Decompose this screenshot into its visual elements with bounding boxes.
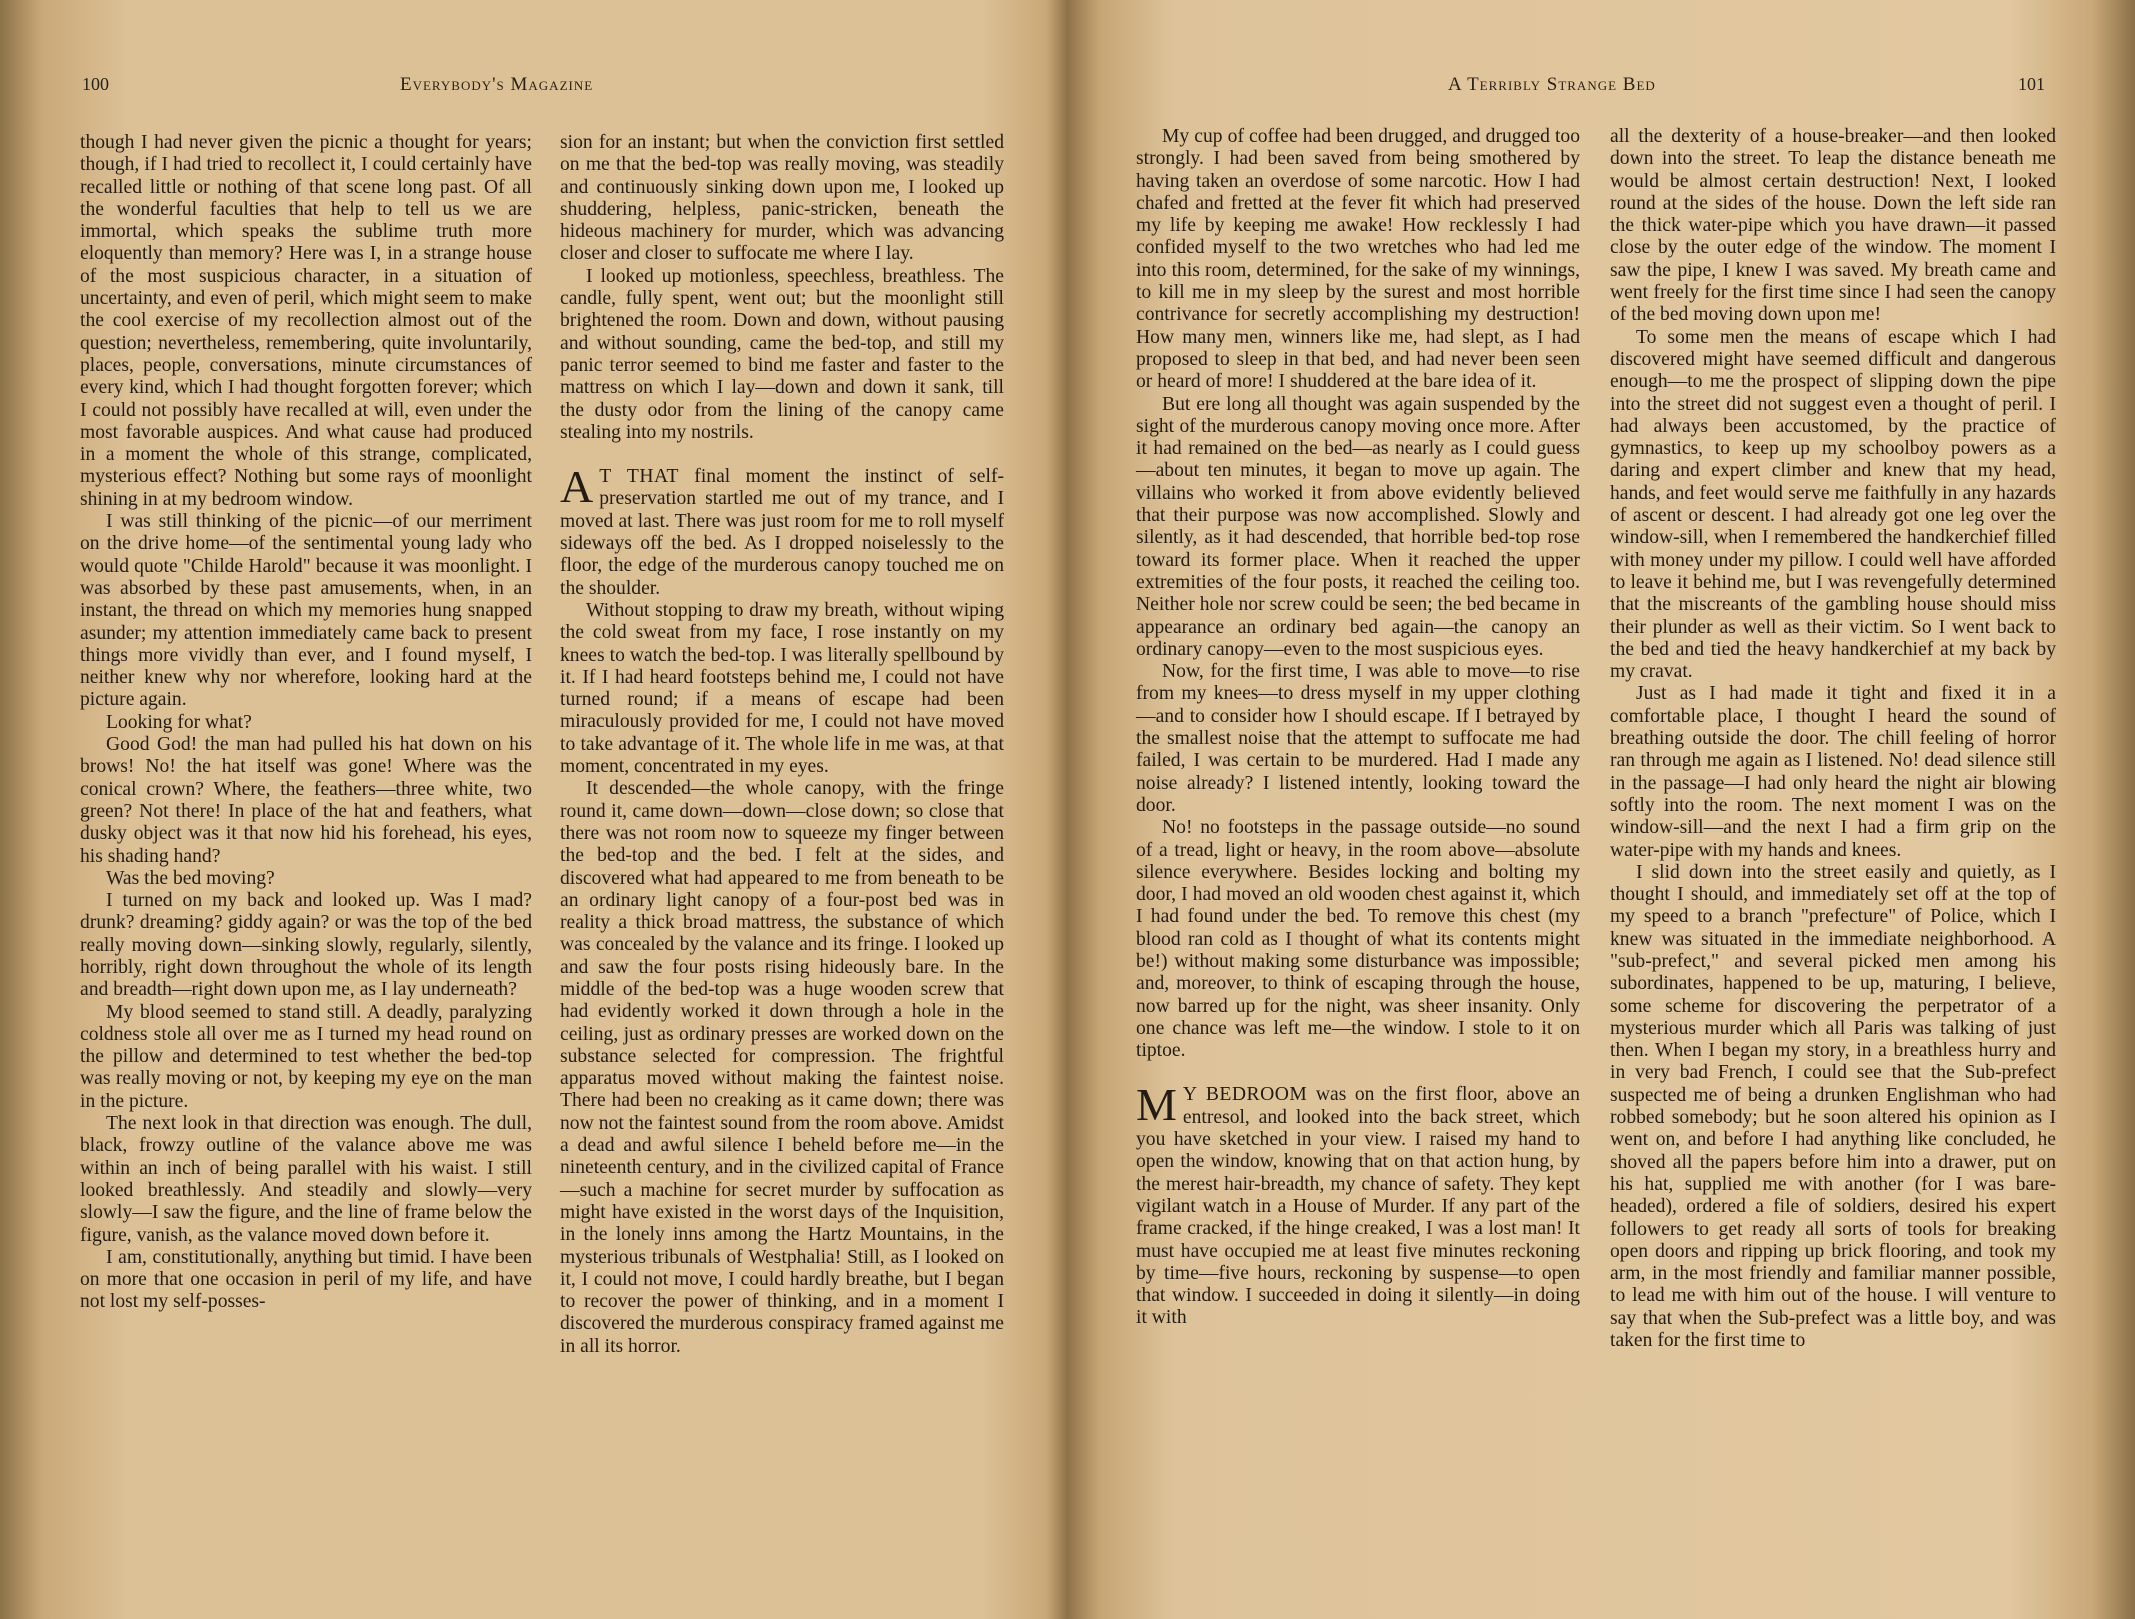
drop-cap: M: [1136, 1079, 1177, 1131]
paragraph: I was still thinking of the picnic—of our merriment on the drive home—of the sentimental young lady who would quote "Childe Harold" because it was moonlight. I was absorbed by these past amusements, when, in an instant, the thread on which my memories hung snapped asunder; my attention immediately came back to present things more vividly than ever, and I found myself, I neither knew why nor wherefore, looking hard at the picture again.: [80, 511, 532, 711]
section-start-paragraph: [1136, 1079, 1580, 1329]
paragraph: But ere long all thought was again suspended by the sight of the murderous canopy moving once more. After it had remained on the bed—as nearly as I could guess—about ten minutes, it began to move up again. The villains who worked it from above evidently believed that their purpose was now accomplished. Slowly and silently, as it had descended, that horrible bed-top rose toward its former place. When it reached the upper extremities of the four posts, it reached the ceiling too. Neither hole nor screw could be seen; the bed became in appearance an ordinary bed again—the canopy an ordinary canopy—even to the most suspicious eyes.: [1136, 393, 1580, 660]
paragraph: Good God! the man had pulled his hat down on his brows! No! the hat itself was gone! Where was the conical crown? Where, the feathers—three white, two green? Not there! In place of the hat and feathers, what dusky object was it that now hid his forehead, his eyes, his shading hand?: [80, 734, 532, 867]
paragraph: It descended—the whole canopy, with the fringe round it, came down—down—close down; so close that there was not room now to squeeze my finger between the bed-top and the bed. I felt at the sides, and discovered what had appeared to me from beneath to be an ordinary light canopy of a four-post bed was in reality a thick broad mattress, the substance of which was concealed by the valance and its fringe. I looked up and saw the four posts rising hideously bare. In the middle of the bed-top was a huge wooden screw that had evidently worked it down through a hole in the ceiling, just as ordinary presses are worked down on the substance selected for compression. The frightful apparatus moved without making the faintest noise. There had been no creaking as it came down; there was now not the faintest sound from the room above. Amidst a dead and awful silence I beheld before me—in the nineteenth century, and in the civilized capital of France—such a machine for secret murder by suffocation as might have existed in the worst days of the Inquisition, in the lonely inns among the Hartz Mountains, in the mysterious tribunals of Westphalia! Still, as I looked on it, I could not move, I could hardly breathe, but I began to recover the power of thinking, and in a moment I discovered the murderous conspiracy framed against me in all its horror.: [560, 778, 1004, 1357]
left-column-1: [80, 132, 532, 1314]
left-page: [0, 0, 1060, 1619]
paragraph: Just as I had made it tight and fixed it in a comfortable place, I thought I heard the sound of breathing outside the door. The chill feeling of horror ran through me again as I listened. No! dead silence still in the passage—I had only heard the night air blowing softly into the room. The next moment I was on the window-sill—and the next I had a firm grip on the water-pipe with my hands and knees.: [1610, 683, 2056, 861]
paragraph: though I had never given the picnic a thought for years; though, if I had tried to recollect it, I could certainly have recalled little or nothing of that scene long past. Of all the wonderful faculties that help to tell us we are immortal, which speaks the sublime truth more eloquently than memory? Here was I, in a strange house of the most suspicious character, in a situation of uncertainty, and even of peril, which might seem to make the cool exercise of my recollection almost out of the question; nevertheless, remembering, quite involuntarily, places, people, conversations, minute circumstances of every kind, which I had thought forgotten forever; which I could not possibly have recalled at will, even under the most favorable auspices. And what cause had produced in a moment the whole of this strange, complicated, mysterious effect? Nothing but some rays of moonlight shining in at my bedroom window.: [80, 132, 532, 510]
paragraph: Now, for the first time, I was able to move—to rise from my knees—to dress myself in my upper clothing—and to consider how I should escape. If I betrayed by the smallest noise that the attempt to suffocate me had failed, I was certain to be murdered. Had I made any noise already? I listened intently, looking toward the door.: [1136, 661, 1580, 816]
left-column-2: [560, 132, 1004, 1358]
right-column-2: [1610, 126, 2056, 1352]
paragraph: No! no footsteps in the passage outside—no sound of a tread, light or heavy, in the room above—absolute silence everywhere. Besides locking and bolting my door, I had moved an old wooden chest against it, which I had found under the bed. To remove this chest (my blood ran cold as I thought of what its contents might be!) without making some disturbance was impossible; and, moreover, to think of escaping through the house, now barred up for the night, was sheer insanity. Only one chance was left me—the window. I stole to it on tiptoe.: [1136, 817, 1580, 1062]
paragraph: The next look in that direction was enough. The dull, black, frowzy outline of the valance above me was within an inch of being parallel with his waist. I still looked breathlessly. And steadily and slowly—very slowly—I saw the figure, and the line of frame below the figure, vanish, as the valance moved down before it.: [80, 1113, 532, 1246]
paragraph: Without stopping to draw my breath, without wiping the cold sweat from my face, I rose instantly on my knees to watch the bed-top. I was literally spellbound by it. If I had heard footsteps behind me, I could not have turned round; if a means of escape had been miraculously provided for me, I could not have moved to take advantage of it. The whole life in me was, at that moment, concentrated in my eyes.: [560, 599, 1004, 778]
page-number-right: 101: [2018, 74, 2045, 94]
paragraph: I turned on my back and looked up. Was I mad? drunk? dreaming? giddy again? or was the top of the bed really moving down—sinking slowly, regularly, silently, horribly, right down throughout the whole of its length and breadth—right down upon me, as I lay underneath?: [80, 890, 532, 1001]
running-head-left: Everybody's Magazine: [400, 74, 594, 95]
paragraph: I slid down into the street easily and quietly, as I thought I should, and immediately set off at the top of my speed to a branch "prefecture" of Police, which I knew was situated in the immediate neighborhood. A "sub-prefect," and several picked men among his subordinates, happened to be up, maturing, I believe, some scheme for discovering the perpetrator of a mysterious murder which all Paris was talking of just then. When I began my story, in a breathless hurry and in very bad French, I could see that the Sub-prefect suspected me of being a drunken Englishman who had robbed somebody; but he soon altered his opinion as I went on, and before I had anything like concluded, he shoved all the papers before him into a drawer, put on his hat, supplied me with another (for I was bare-headed), ordered a file of soldiers, desired his expert followers to get ready all sorts of tools for breaking open doors and ripping up brick flooring, and took my arm, in the most friendly and familiar manner possible, to lead me with him out of the house. I will venture to say that when the Sub-prefect was a little boy, and was taken for the first time to: [1610, 861, 2056, 1352]
paragraph: My cup of coffee had been drugged, and drugged too strongly. I had been saved from being smothered by having taken an overdose of some narcotic. How I had chafed and fretted at the fever fit which had preserved my life by keeping me awake! How recklessly I had confided myself to the two wretches who had led me into this room, determined, for the sake of my winnings, to kill me in my sleep by the surest and most horrible contrivance for secretly accomplishing my destruction! How many men, winners like me, had slept, as I had proposed to sleep in that bed, and had never been seen or heard of more! I shuddered at the bare idea of it.: [1136, 126, 1580, 393]
paragraph: To some men the means of escape which I had discovered might have seemed difficult and dangerous enough—to me the prospect of slipping down the pipe into the street did not suggest even a thought of peril. I had always been accustomed, by the practice of gymnastics, to keep up my schoolboy powers as a daring and expert climber and knew that my head, hands, and feet would serve me faithfully in any hazards of ascent or descent. I had already got one leg over the window-sill, when I remembered the handkerchief filled with money under my pillow. I could well have afforded to leave it behind me, but I was revengefully determined that the miscreants of the gambling house should miss their plunder as well as their victim. So I went back to the bed and tied the heavy handkerchief at my back by my cravat.: [1610, 326, 2056, 683]
paragraph: Looking for what?: [106, 711, 252, 733]
paragraph: all the dexterity of a house-breaker—and then looked down into the street. To leap the distance beneath me would be almost certain destruction! Next, I looked round at the sides of the house. Down the left side ran the thick water-pipe which you have drawn—it passed close by the outer edge of the window. The moment I saw the pipe, I knew I was saved. My breath came and went freely for the first time since I had seen the canopy of the bed moving down upon me!: [1610, 126, 2056, 326]
section-opening-text: was on the first floor, above an entresol, and looked into the back street, which you have sketched in your view. I raised my hand to open the window, knowing that on that action hung, by the merest hair-breadth, my chance of safety. They kept vigilant watch in a House of Murder. If any part of the frame cracked, if the hinge creaked, I was a lost man! It must have occupied me at least five minutes reckoning by time—five hours, reckoning by suspense—to open that window. I succeeded in doing it silently—in doing it with: [1136, 1084, 1580, 1329]
paragraph: I am, constitutionally, anything but timid. I have been on more that one occasion in peril of my life, and have not lost my self-posses-: [80, 1246, 532, 1313]
paragraph: My blood seemed to stand still. A deadly, paralyzing coldness stole all over me as I turned my head round on the pillow and determined to test whether the bed-top was really moving or not, by keeping my eye on the man in the picture.: [80, 1001, 532, 1112]
paragraph: sion for an instant; but when the conviction first settled on me that the bed-top was really moving, was steadily and continuously sinking down upon me, I looked up shuddering, helpless, panic-stricken, beneath the hideous machinery for murder, which was advancing closer and closer to suffocate me where I lay.: [560, 132, 1004, 265]
drop-cap: A: [560, 461, 594, 513]
paragraph: I looked up motionless, speechless, breathless. The candle, fully spent, went out; but the moonlight still brightened the room. Down and down, without pausing and without sounding, came the bed-top, and still my panic terror seemed to bind me faster and faster to the mattress on which I lay—down and down it sank, till the dusty odor from the lining of the canopy came stealing into my nostrils.: [560, 265, 1004, 443]
small-caps-opening: Y BEDROOM: [1182, 1084, 1308, 1106]
small-caps-opening: T THAT: [599, 466, 679, 488]
section-opening-text: final moment the instinct of self-preservation startled me out of my trance, and I moved at last. There was just room for me to roll myself sideways off the bed. As I dropped noiselessly to the floor, the edge of the murderous canopy touched me on the shoulder.: [560, 466, 1005, 599]
paragraph: Was the bed moving?: [106, 867, 275, 889]
right-column-1: [1136, 126, 1580, 1330]
running-head-right: A Terribly Strange Bed: [1448, 74, 1656, 95]
page-number-left: 100: [82, 74, 109, 94]
section-start-paragraph: [560, 461, 1005, 600]
right-page: [1068, 0, 2135, 1619]
